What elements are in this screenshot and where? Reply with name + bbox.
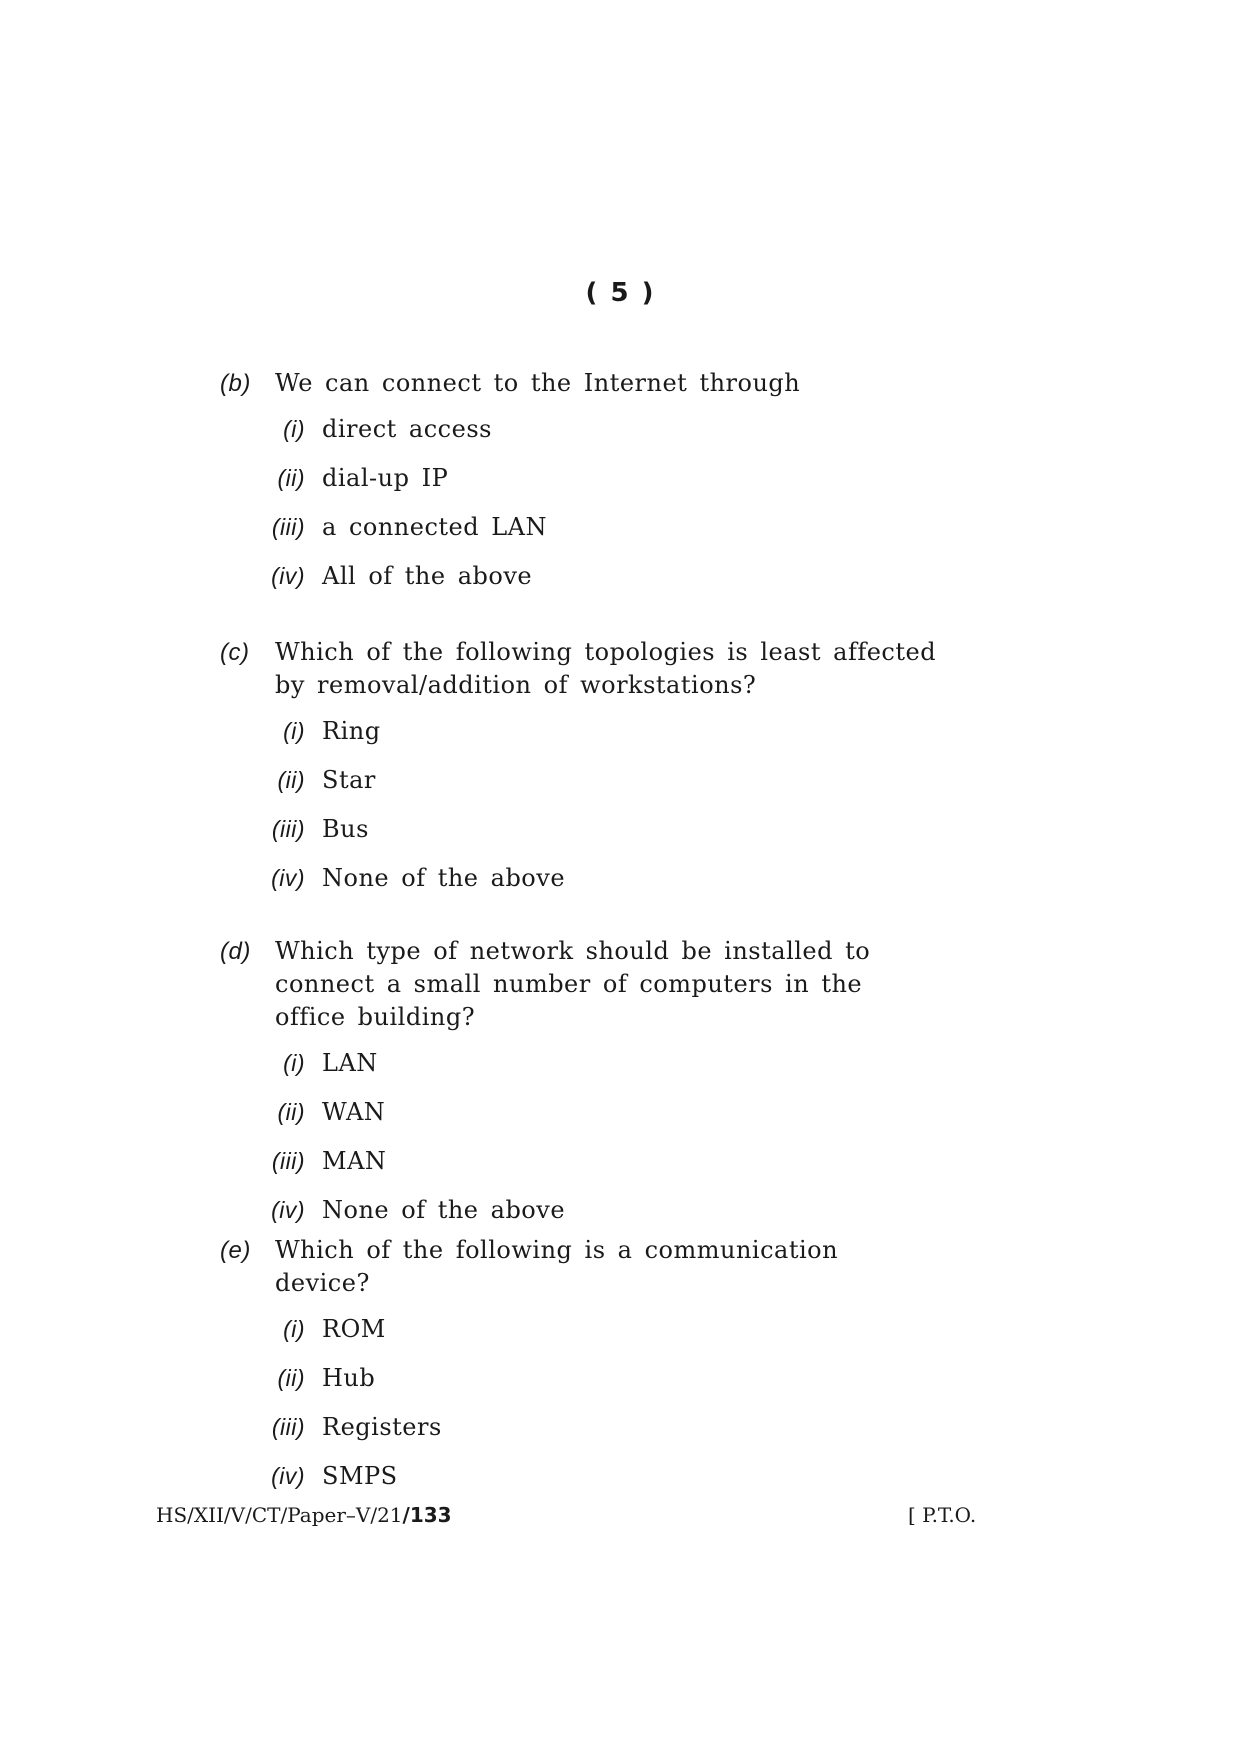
option-item xyxy=(220,1096,940,1145)
question-stem xyxy=(220,636,940,702)
option-text: Registers xyxy=(322,1413,442,1441)
paper-code-prefix: HS/XII/V/CT/Paper–V/21 xyxy=(156,1503,403,1527)
option-number: (i) xyxy=(283,718,305,744)
option-text: SMPS xyxy=(322,1462,398,1490)
question-text: Which type of network should be installed to connect a small number of computers in the office building? xyxy=(275,937,871,1031)
option-number: (iv) xyxy=(271,1197,305,1223)
option-number: (i) xyxy=(283,1050,305,1076)
option-text: Star xyxy=(322,766,376,794)
option-item xyxy=(220,560,940,609)
option-number: (ii) xyxy=(277,1365,305,1391)
question-text: Which of the following topologies is least affected by removal/addition of workstations? xyxy=(275,638,937,699)
option-number: (iii) xyxy=(271,514,305,540)
option-list xyxy=(220,715,940,911)
option-item xyxy=(220,511,940,560)
option-text: None of the above xyxy=(322,1196,566,1224)
question-text: Which of the following is a communication device? xyxy=(275,1236,839,1297)
option-text: Hub xyxy=(322,1364,376,1392)
question-letter: (e) xyxy=(220,1237,251,1264)
question-letter: (c) xyxy=(220,639,250,666)
question-letter: (b) xyxy=(220,370,251,397)
option-item xyxy=(220,1362,940,1411)
option-list xyxy=(220,1047,940,1243)
option-item xyxy=(220,862,940,911)
option-text: Bus xyxy=(322,815,369,843)
option-item xyxy=(220,413,940,462)
option-text: LAN xyxy=(322,1049,378,1077)
option-number: (iii) xyxy=(271,816,305,842)
option-item xyxy=(220,715,940,764)
option-item xyxy=(220,1145,940,1194)
option-item xyxy=(220,1047,940,1096)
option-list xyxy=(220,1313,940,1509)
question-text: We can connect to the Internet through xyxy=(275,369,801,397)
option-item xyxy=(220,1460,940,1509)
option-text: ROM xyxy=(322,1315,386,1343)
option-text: None of the above xyxy=(322,864,566,892)
option-number: (iv) xyxy=(271,1463,305,1489)
option-item xyxy=(220,1411,940,1460)
option-list xyxy=(220,413,940,609)
question-stem xyxy=(220,367,940,400)
option-text: WAN xyxy=(322,1098,386,1126)
option-item xyxy=(220,1313,940,1362)
page-number: ( 5 ) xyxy=(585,278,656,308)
option-item xyxy=(220,813,940,862)
option-item xyxy=(220,462,940,511)
option-number: (iii) xyxy=(271,1148,305,1174)
option-item xyxy=(220,764,940,813)
option-text: dial-up IP xyxy=(322,464,449,492)
option-number: (ii) xyxy=(277,1099,305,1125)
option-number: (i) xyxy=(283,1316,305,1342)
question-letter: (d) xyxy=(220,938,251,965)
option-number: (iii) xyxy=(271,1414,305,1440)
paper-code-suffix: /133 xyxy=(402,1503,452,1527)
question-stem xyxy=(220,1234,940,1300)
question-d xyxy=(220,935,940,1243)
paper-code xyxy=(156,1503,452,1527)
option-text: All of the above xyxy=(322,562,533,590)
option-number: (i) xyxy=(283,416,305,442)
option-number: (ii) xyxy=(277,767,305,793)
question-stem xyxy=(220,935,940,1034)
question-e xyxy=(220,1234,940,1509)
question-b xyxy=(220,367,940,609)
question-c xyxy=(220,636,940,911)
option-number: (iv) xyxy=(271,865,305,891)
option-text: direct access xyxy=(322,415,492,443)
option-number: (ii) xyxy=(277,465,305,491)
pto-label: [ P.T.O. xyxy=(908,1503,977,1527)
option-text: Ring xyxy=(322,717,381,745)
option-text: a connected LAN xyxy=(322,513,547,541)
option-text: MAN xyxy=(322,1147,387,1175)
option-number: (iv) xyxy=(271,563,305,589)
